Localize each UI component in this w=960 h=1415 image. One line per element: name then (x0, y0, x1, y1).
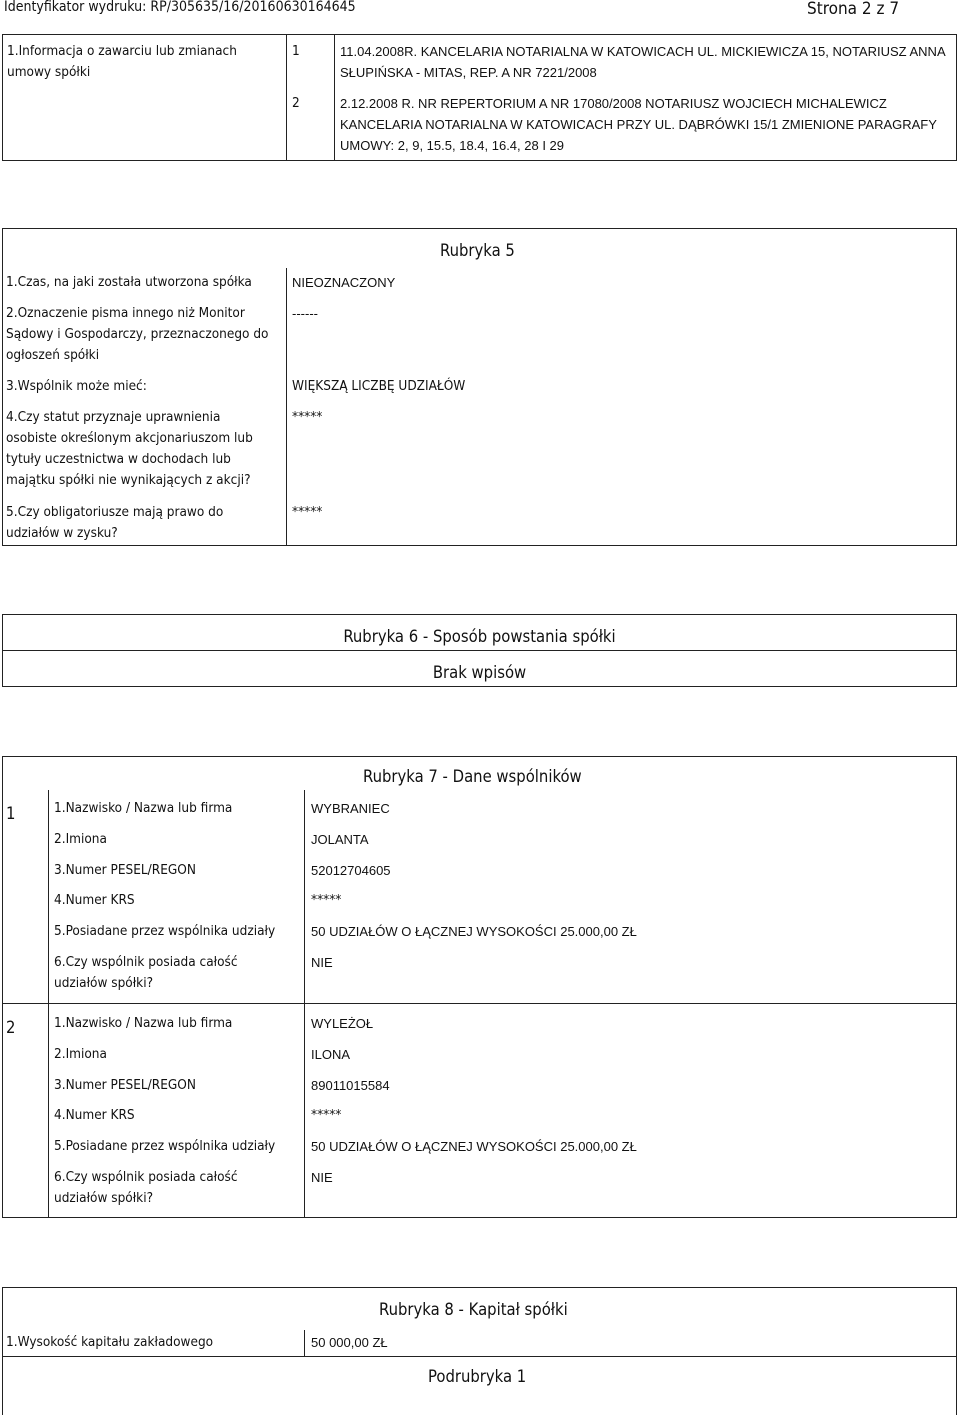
rubryka7-title: Rubryka 7 - Dane wspólników (363, 767, 582, 786)
rubryka5-row-5-label: 5.Czy obligatoriusze mają prawo do udziałów w zysku? (6, 504, 224, 541)
rubryka8-row-1-label: 1.Wysokość kapitału zakładowego (6, 1334, 214, 1350)
partner-2-num: 2 (6, 1018, 16, 1037)
rubryka8-title: Rubryka 8 - Kapitał spółki (379, 1300, 568, 1319)
partner-1-label-6: 6.Czy wspólnik posiada całość udziałów spółki? (54, 954, 238, 991)
partner-2-label-2: 2.Imiona (54, 1046, 107, 1062)
partner-2-label-6: 6.Czy wspólnik posiada całość udziałów spółki? (54, 1169, 238, 1206)
partner-1-num: 1 (6, 804, 16, 823)
rubryka5-row-1-value: NIEOZNACZONY (292, 275, 396, 290)
rubryka7-value-divider (304, 790, 305, 1218)
partner-1-label-2: 2.Imiona (54, 831, 107, 847)
rubryka8-sub-divider (2, 1356, 957, 1357)
partner-1-value-4: ***** (311, 892, 342, 908)
partner-2-label-5: 5.Posiadane przez wspólnika udziały (54, 1138, 276, 1154)
partner-1-value-2: JOLANTA (311, 832, 369, 847)
partner-2-value-5: 50 UDZIAŁÓW O ŁĄCZNEJ WYSOKOŚCI 25.000,00 ZŁ (311, 1139, 637, 1154)
rubryka5-row-4-value: ***** (292, 409, 323, 425)
rubryka5-row-1-label: 1.Czas, na jaki została utworzona spółka (6, 274, 252, 290)
rubryka7-num-divider (48, 790, 49, 1218)
umowa-entry-2-num: 2 (292, 95, 300, 111)
rubryka6-empty: Brak wpisów (432, 663, 527, 682)
rubryka7-partner-divider (2, 1003, 957, 1004)
umowa-entry-1-num: 1 (292, 43, 300, 59)
partner-1-value-6: NIE (311, 955, 333, 970)
rubryka6-divider (2, 650, 957, 651)
partner-1-label-5: 5.Posiadane przez wspólnika udziały (54, 923, 276, 939)
partner-2-value-4: ***** (311, 1107, 342, 1123)
rubryka5-row-3-label: 3.Wspólnik może mieć: (6, 378, 147, 394)
partner-1-value-5: 50 UDZIAŁÓW O ŁĄCZNEJ WYSOKOŚCI 25.000,00 ZŁ (311, 924, 637, 939)
partner-2-label-3: 3.Numer PESEL/REGON (54, 1077, 196, 1093)
partner-1-label-4: 4.Numer KRS (54, 892, 135, 908)
print-identifier: Identyfikator wydruku: RP/305635/16/20160630164645 (4, 0, 356, 15)
rubryka8-divider (304, 1330, 305, 1356)
partner-2-label-1: 1.Nazwisko / Nazwa lub firma (54, 1015, 233, 1031)
rubryka5-row-3-value: WIĘKSZĄ LICZBĘ UDZIAŁÓW (292, 378, 466, 394)
rubryka8-row-1-value: 50 000,00 ZŁ (311, 1335, 388, 1350)
rubryka8-subtitle: Podrubryka 1 (428, 1367, 527, 1386)
partner-2-value-6: NIE (311, 1170, 333, 1185)
partner-1-value-3: 52012704605 (311, 863, 391, 878)
rubryka5-title: Rubryka 5 (440, 241, 515, 260)
umowa-label: 1.Informacja o zawarciu lub zmianach umowy spółki (7, 43, 237, 80)
rubryka6-title: Rubryka 6 - Sposób powstania spółki (343, 627, 616, 646)
rubryka5-row-2-value: ------ (292, 306, 318, 321)
partner-2-label-4: 4.Numer KRS (54, 1107, 135, 1123)
page-number: Strona 2 z 7 (807, 0, 900, 19)
partner-2-value-3: 89011015584 (311, 1078, 390, 1093)
partner-2-value-2: ILONA (311, 1047, 351, 1062)
rubryka5-row-5-value: ***** (292, 504, 323, 520)
umowa-entry-2-text: 2.12.2008 R. NR REPERTORIUM A NR 17080/2008 NOTARIUSZ WOJCIECH MICHALEWICZ KANCELARIA NOTARIALNA W KATOWICACH PRZY UL. DĄBRÓWKI 15/1 ZMIENIONE PARAGRAFY UMOWY: 2, 9, 15.5, 18.4, 16.4, 28 I 29 (340, 96, 937, 153)
umowa-divider-1 (286, 34, 287, 161)
partner-1-value-1: WYBRANIEC (311, 801, 390, 816)
partner-1-label-3: 3.Numer PESEL/REGON (54, 862, 196, 878)
umowa-entry-1-text: 11.04.2008R. KANCELARIA NOTARIALNA W KATOWICACH UL. MICKIEWICZA 15, NOTARIUSZ ANNA SŁUPIŃSKA - MITAS, REP. A NR 7221/2008 (340, 44, 945, 80)
rubryka5-divider (286, 268, 287, 546)
partner-1-label-1: 1.Nazwisko / Nazwa lub firma (54, 800, 233, 816)
partner-2-value-1: WYLEŻOŁ (311, 1016, 374, 1031)
rubryka5-row-4-label: 4.Czy statut przyznaje uprawnienia osobiste określonym akcjonariuszom lub tytuły uczestnictwa w dochodach lub majątku spółki nie wynikających z akcji? (6, 409, 253, 488)
rubryka5-row-2-label: 2.Oznaczenie pisma innego niż Monitor Sądowy i Gospodarczy, przeznaczonego do ogłoszeń spółki (6, 305, 269, 363)
umowa-divider-2 (334, 34, 335, 161)
